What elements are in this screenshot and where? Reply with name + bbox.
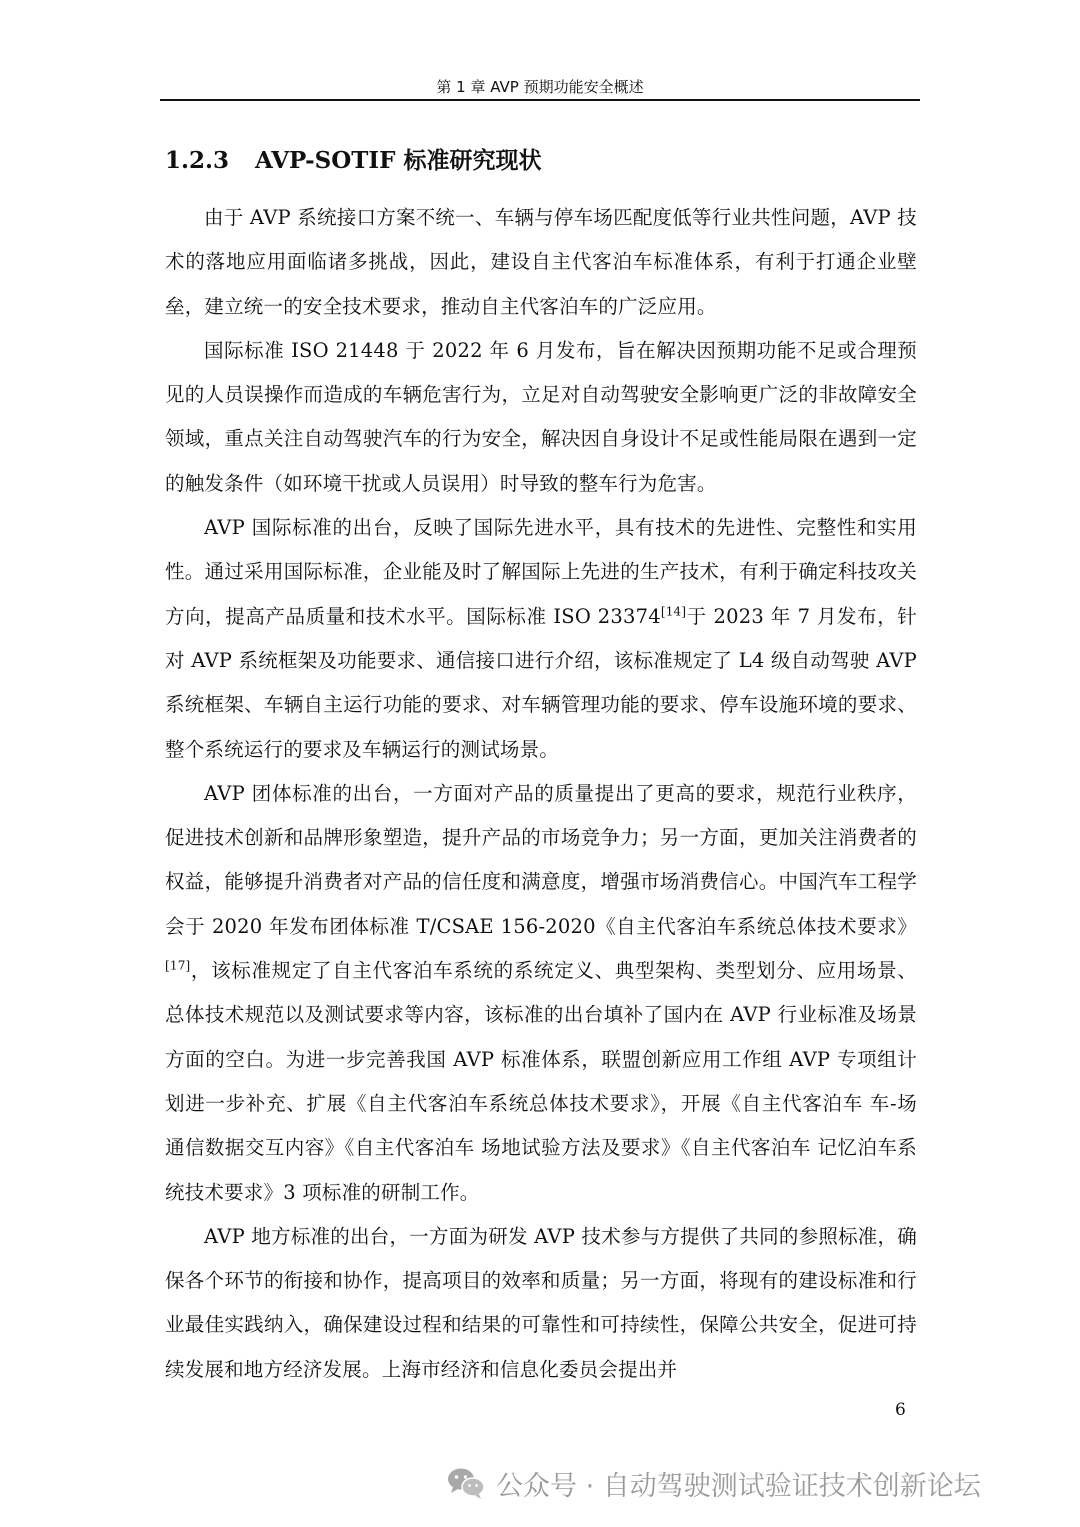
paragraph-3-text-a: AVP 国际标准的出台，反映了国际先进水平，具有技术的先进性、完整性和实用性。通过采用国际标准，企业能及时了解国际上先进的生产技术，有利于确定科技攻关方向，提高产品质量和技术水平。国际标准 ISO 23374 <box>165 516 917 628</box>
page-header: 第 1 章 AVP 预期功能安全概述 <box>436 78 644 96</box>
paragraph-4 <box>165 772 917 1215</box>
paragraph-3 <box>165 506 917 772</box>
paragraph-2: 国际标准 ISO 21448 于 2022 年 6 月发布，旨在解决因预期功能不足或合理预见的人员误操作而造成的车辆危害行为，立足对自动驾驶安全影响更广泛的非故障安全领域，重点关注自动驾驶汽车的行为安全，解决因自身设计不足或性能局限在遇到一定的触发条件（如环境干扰或人员误用）时导致的整车行为危害。 <box>165 338 917 495</box>
body-text <box>165 196 917 1392</box>
page-number: 6 <box>895 1400 906 1420</box>
paragraph-3-text-b: 于 2023 年 7 月发布，针对 AVP 系统框架及功能要求、通信接口进行介绍，该标准规定了 L4 级自动驾驶 AVP 系统框架、车辆自主运行功能的要求、对车辆管理功能的要求、停车设施环境的要求、整个系统运行的要求及车辆运行的测试场景。 <box>165 604 918 761</box>
watermark-text: 公众号 · 自动驾驶测试验证技术创新论坛 <box>496 1470 981 1502</box>
section-title: AVP-SOTIF 标准研究现状 <box>255 147 542 174</box>
watermark <box>446 1458 1056 1508</box>
wechat-icon <box>446 1466 486 1500</box>
paragraph-5: AVP 地方标准的出台，一方面为研发 AVP 技术参与方提供了共同的参照标准，确保各个环节的衔接和协作，提高项目的效率和质量；另一方面，将现有的建设标准和行业最佳实践纳入，确保建设过程和结果的可靠性和可持续性，保障公共安全，促进可持续发展和地方经济发展。上海市经济和信息化委员会提出并 <box>165 1224 917 1381</box>
section-number: 1.2.3 <box>165 147 230 174</box>
paragraph-1: 由于 AVP 系统接口方案不统一、车辆与停车场匹配度低等行业共性问题，AVP 技术的落地应用面临诸多挑战，因此，建设自主代客泊车标准体系，有利于打通企业壁垒，建立统一的安全技术要求，推动自主代客泊车的广泛应用。 <box>165 206 917 318</box>
section-heading <box>165 142 925 175</box>
citation-17[interactable]: [17] <box>165 958 191 973</box>
paragraph-4-text-b: ，该标准规定了自主代客泊车系统的系统定义、典型架构、类型划分、应用场景、总体技术规范以及测试要求等内容，该标准的出台填补了国内在 AVP 行业标准及场景方面的空白。为进一步完善我国 AVP 标准体系，联盟创新应用工作组 AVP 专项组计划进一步补充、扩展《自主代客泊车系统总体技术要求》，开展《自主代客泊车 车-场通信数据交互内容》《自主代客泊车 场地试验方法及要求》《自主代客泊车 记忆泊车系统技术要求》3 项标准的研制工作。 <box>165 959 917 1204</box>
paragraph-4-text-a: AVP 团体标准的出台，一方面对产品的质量提出了更高的要求，规范行业秩序，促进技术创新和品牌形象塑造，提升产品的市场竞争力；另一方面，更加关注消费者的权益，能够提升消费者对产品的信任度和满意度，增强市场消费信心。中国汽车工程学会于 2020 年发布团体标准 T/CSAE 156-2020《自主代客泊车系统总体技术要求》 <box>165 781 917 938</box>
citation-14[interactable]: [14] <box>660 604 687 619</box>
header-rule <box>160 99 920 101</box>
